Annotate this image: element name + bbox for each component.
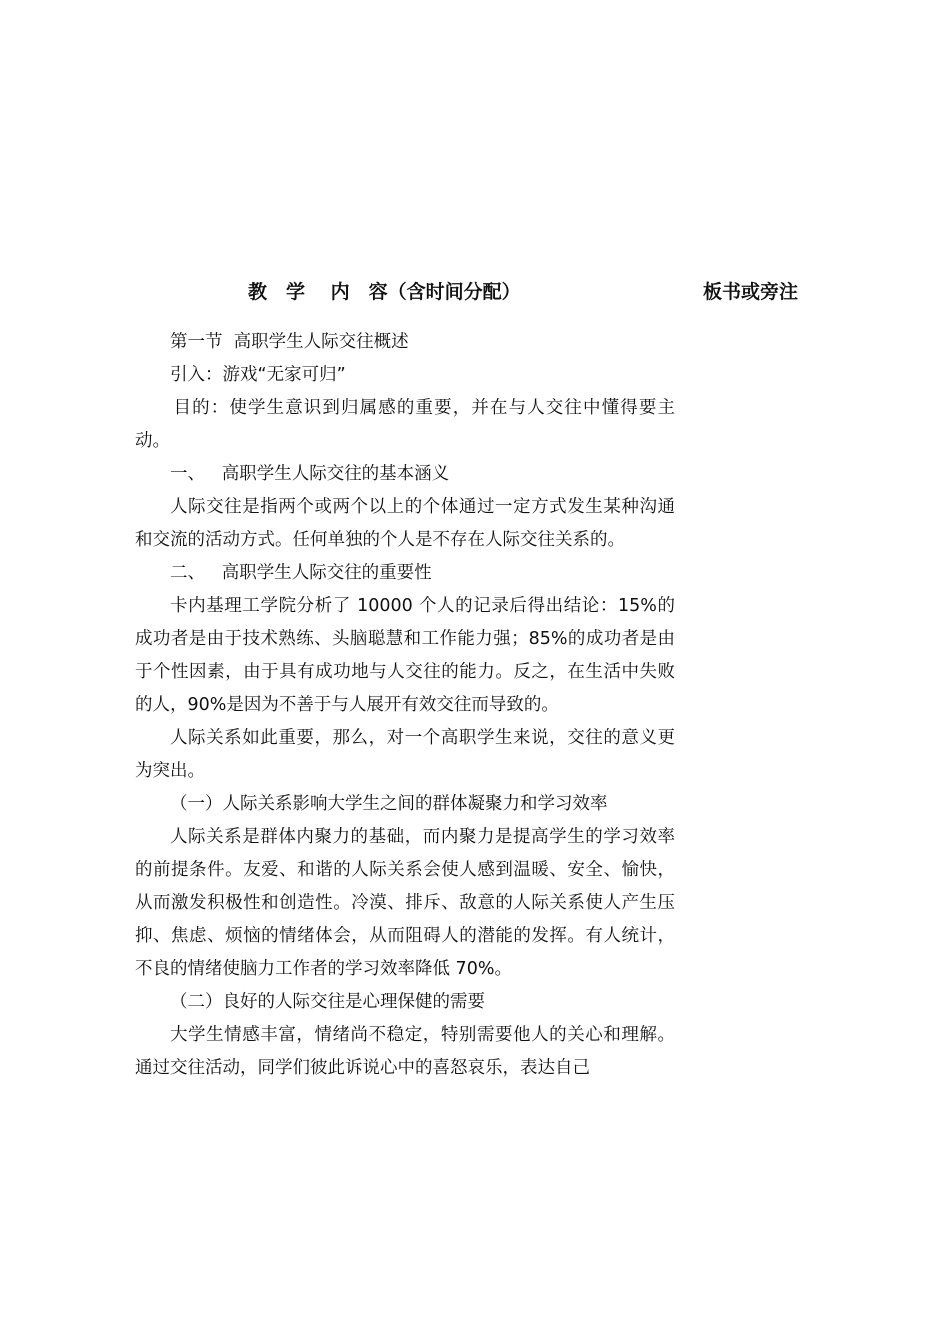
paragraph-definition: 人际交往是指两个或两个以上的个体通过一定方式发生某种沟通和交流的活动方式。任何单独的个人是不存在人际交往关系的。 [135, 497, 675, 550]
paragraph-mental-health: 大学生情感丰富，情绪尚不稳定，特别需要他人的关心和理解。通过交往活动，同学们彼此诉说心中的喜怒哀乐，表达自己 [135, 1025, 675, 1078]
paragraph-cohesion: 人际关系是群体内聚力的基础，而内聚力是提高学生的学习效率的前提条件。友爱、和谐的人际关系会使人感到温暖、安全、愉快，从而激发积极性和创造性。冷漠、排斥、敌意的人际关系使人产生压抑、焦虑、烦恼的情绪体会，从而阻碍人的潜能的发挥。有人统计，不良的情绪使脑力工作者的学习效率降低 70%。 [135, 827, 675, 979]
paragraph-carnegie-study: 卡内基理工学院分析了 10000 个人的记录后得出结论：15%的成功者是由于技术熟练、头脑聪慧和工作能力强；85%的成功者是由于个性因素，由于具有成功地与人交往的能力。反之，在生活中失败的人，90%是因为不善于与人展开有效交往而导致的。 [135, 596, 675, 715]
lesson-content [135, 326, 675, 1085]
subheading-cohesion: （一）人际关系影响大学生之间的群体凝聚力和学习效率 [170, 794, 608, 814]
subheading-mental-health: （二）良好的人际交往是心理保健的需要 [170, 992, 485, 1012]
intro-line: 引入：游戏“无家可归” [170, 365, 346, 385]
heading-importance: 二、 高职学生人际交往的重要性 [170, 563, 432, 583]
heading-basic-meaning: 一、 高职学生人际交往的基本涵义 [170, 464, 450, 484]
content-column-header: 教 学 内 容（含时间分配） [248, 281, 521, 303]
section-title: 第一节 高职学生人际交往概述 [170, 332, 409, 352]
paragraph-significance: 人际关系如此重要，那么，对一个高职学生来说，交往的意义更为突出。 [135, 728, 675, 781]
purpose-paragraph: 目的：使学生意识到归属感的重要，并在与人交往中懂得要主动。 [135, 398, 675, 451]
notes-column-header: 板书或旁注 [703, 281, 799, 303]
